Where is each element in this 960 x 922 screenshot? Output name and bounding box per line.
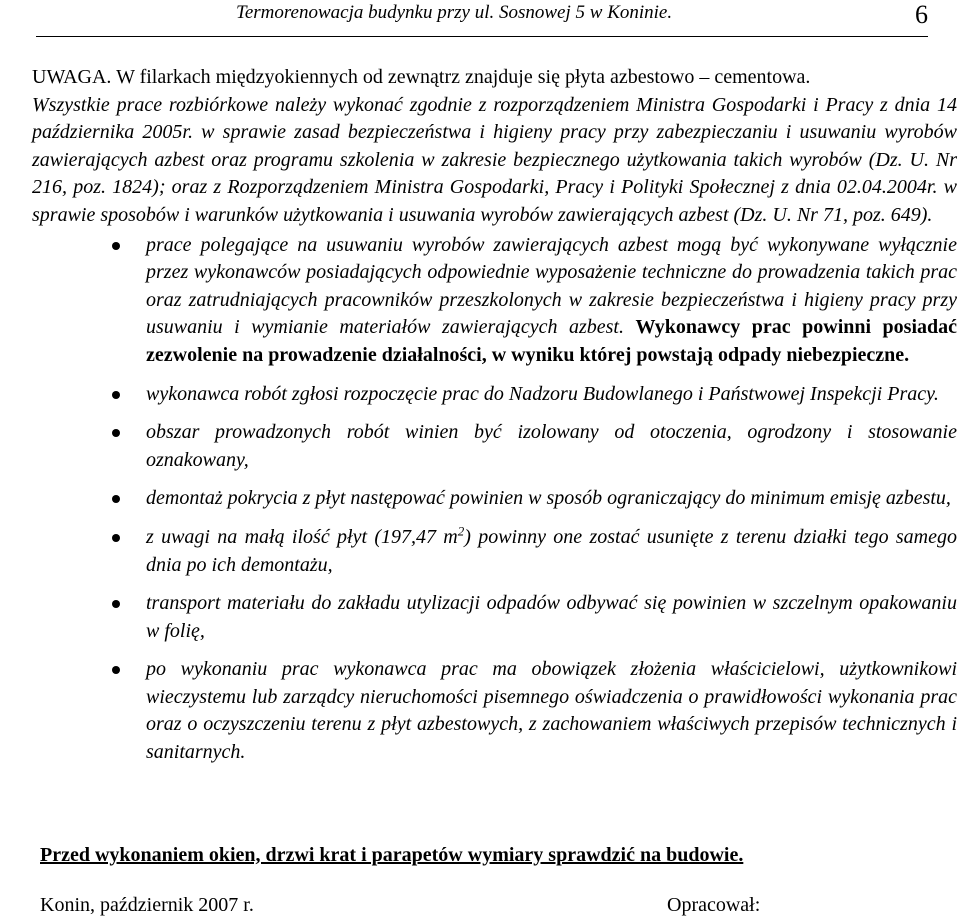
bullet-icon — [112, 242, 120, 250]
footer-prepared-by: Opracował: — [667, 894, 761, 916]
page-number: 6 — [915, 0, 928, 29]
document-body — [32, 64, 957, 767]
list-item — [32, 419, 957, 474]
list-item-text-cont: ) powinny one zostać usunięte z terenu działki tego samego dnia po ich demontażu, — [146, 525, 958, 576]
list-item-text: demontaż pokrycia z płyt następować powinien w sposób ograniczający do minimum emisję azbestu, — [146, 487, 951, 510]
list-item — [32, 485, 957, 513]
list-item — [32, 590, 957, 645]
bullet-icon — [112, 495, 120, 503]
list-item-text: z uwagi na małą ilość płyt (197,47 m — [146, 525, 458, 548]
requirements-list — [32, 232, 957, 767]
list-item — [32, 381, 957, 409]
list-item-text: po wykonaniu prac wykonawca prac ma obowiązek złożenia właścicielowi, użytkownikowi wieczystemu lub zarządcy nieruchomości pisemnego oświadczenia o prawidłowości wykonania prac oraz o oczyszczeniu terenu z płyt azbestowych, z zachowaniem właściwych przepisów technicznych i sanitarnych. — [146, 658, 957, 764]
header-title: Termorenowacja budynku przy ul. Sosnowej 5 w Koninie. — [236, 2, 673, 23]
final-note: Przed wykonaniem okien, drzwi krat i parapetów wymiary sprawdzić na budowie. — [40, 844, 744, 866]
warning-title: UWAGA. W filarkach międzyokiennych od zewnątrz znajduje się płyta azbestowo – cementowa. — [32, 66, 811, 88]
list-item-text: wykonawca robót zgłosi rozpoczęcie prac do Nadzoru Budowlanego i Państwowej Inspekcji Pracy. — [146, 382, 939, 405]
list-item — [32, 656, 957, 766]
bullet-icon — [112, 666, 120, 674]
list-item-text: obszar prowadzonych robót winien być izolowany od otoczenia, ogrodzony i stosowanie oznakowany, — [146, 421, 957, 471]
list-item — [32, 232, 957, 370]
regulation-paragraph: Wszystkie prace rozbiórkowe należy wykonać zgodnie z rozporządzeniem Ministra Gospodarki i Pracy z dnia 14 października 2005r. w sprawie zasad bezpieczeństwa i higieny pracy przy zabezpieczaniu i usuwaniu wyrobów zawierających azbest oraz programu szkolenia w zakresie bezpiecznego użytkowania takich wyrobów (Dz. U. Nr 216, poz. 1824); oraz z Rozporządzeniem Ministra Gospodarki, Pracy i Polityki Społecznej z dnia 02.04.2004r. w sprawie sposobów i warunków użytkowania i usuwania wyrobów zawierających azbest (Dz. U. Nr 71, poz. 649). — [32, 93, 957, 226]
footer-place-date: Konin, październik 2007 r. — [40, 894, 254, 916]
bullet-icon — [112, 600, 120, 608]
list-item — [32, 524, 957, 579]
page-header — [36, 0, 928, 37]
bullet-icon — [112, 429, 120, 437]
superscript: 2 — [457, 523, 465, 539]
list-item-text: transport materiału do zakładu utylizacji odpadów odbywać się powinien w szczelnym opakowaniu w folię, — [146, 592, 957, 642]
list-item-bold-text: Wykonawcy prac powinni posiadać zezwolenie na prowadzenie działalności, w wyniku której powstają odpady niebezpieczne. — [146, 316, 958, 366]
bullet-icon — [112, 391, 120, 399]
bullet-icon — [112, 534, 120, 542]
list-item-text: prace polegające na usuwaniu wyrobów zawierających azbest mogą być wykonywane wyłącznie przez wykonawców posiadających odpowiednie wyposażenie techniczne do prowadzenia takich prac oraz zatrudniających pracowników przeszkolonych w zakresie bezpieczeństwa i higieny pracy przy usuwaniu i wymianie materiałów zawierających azbest. — [146, 233, 957, 339]
